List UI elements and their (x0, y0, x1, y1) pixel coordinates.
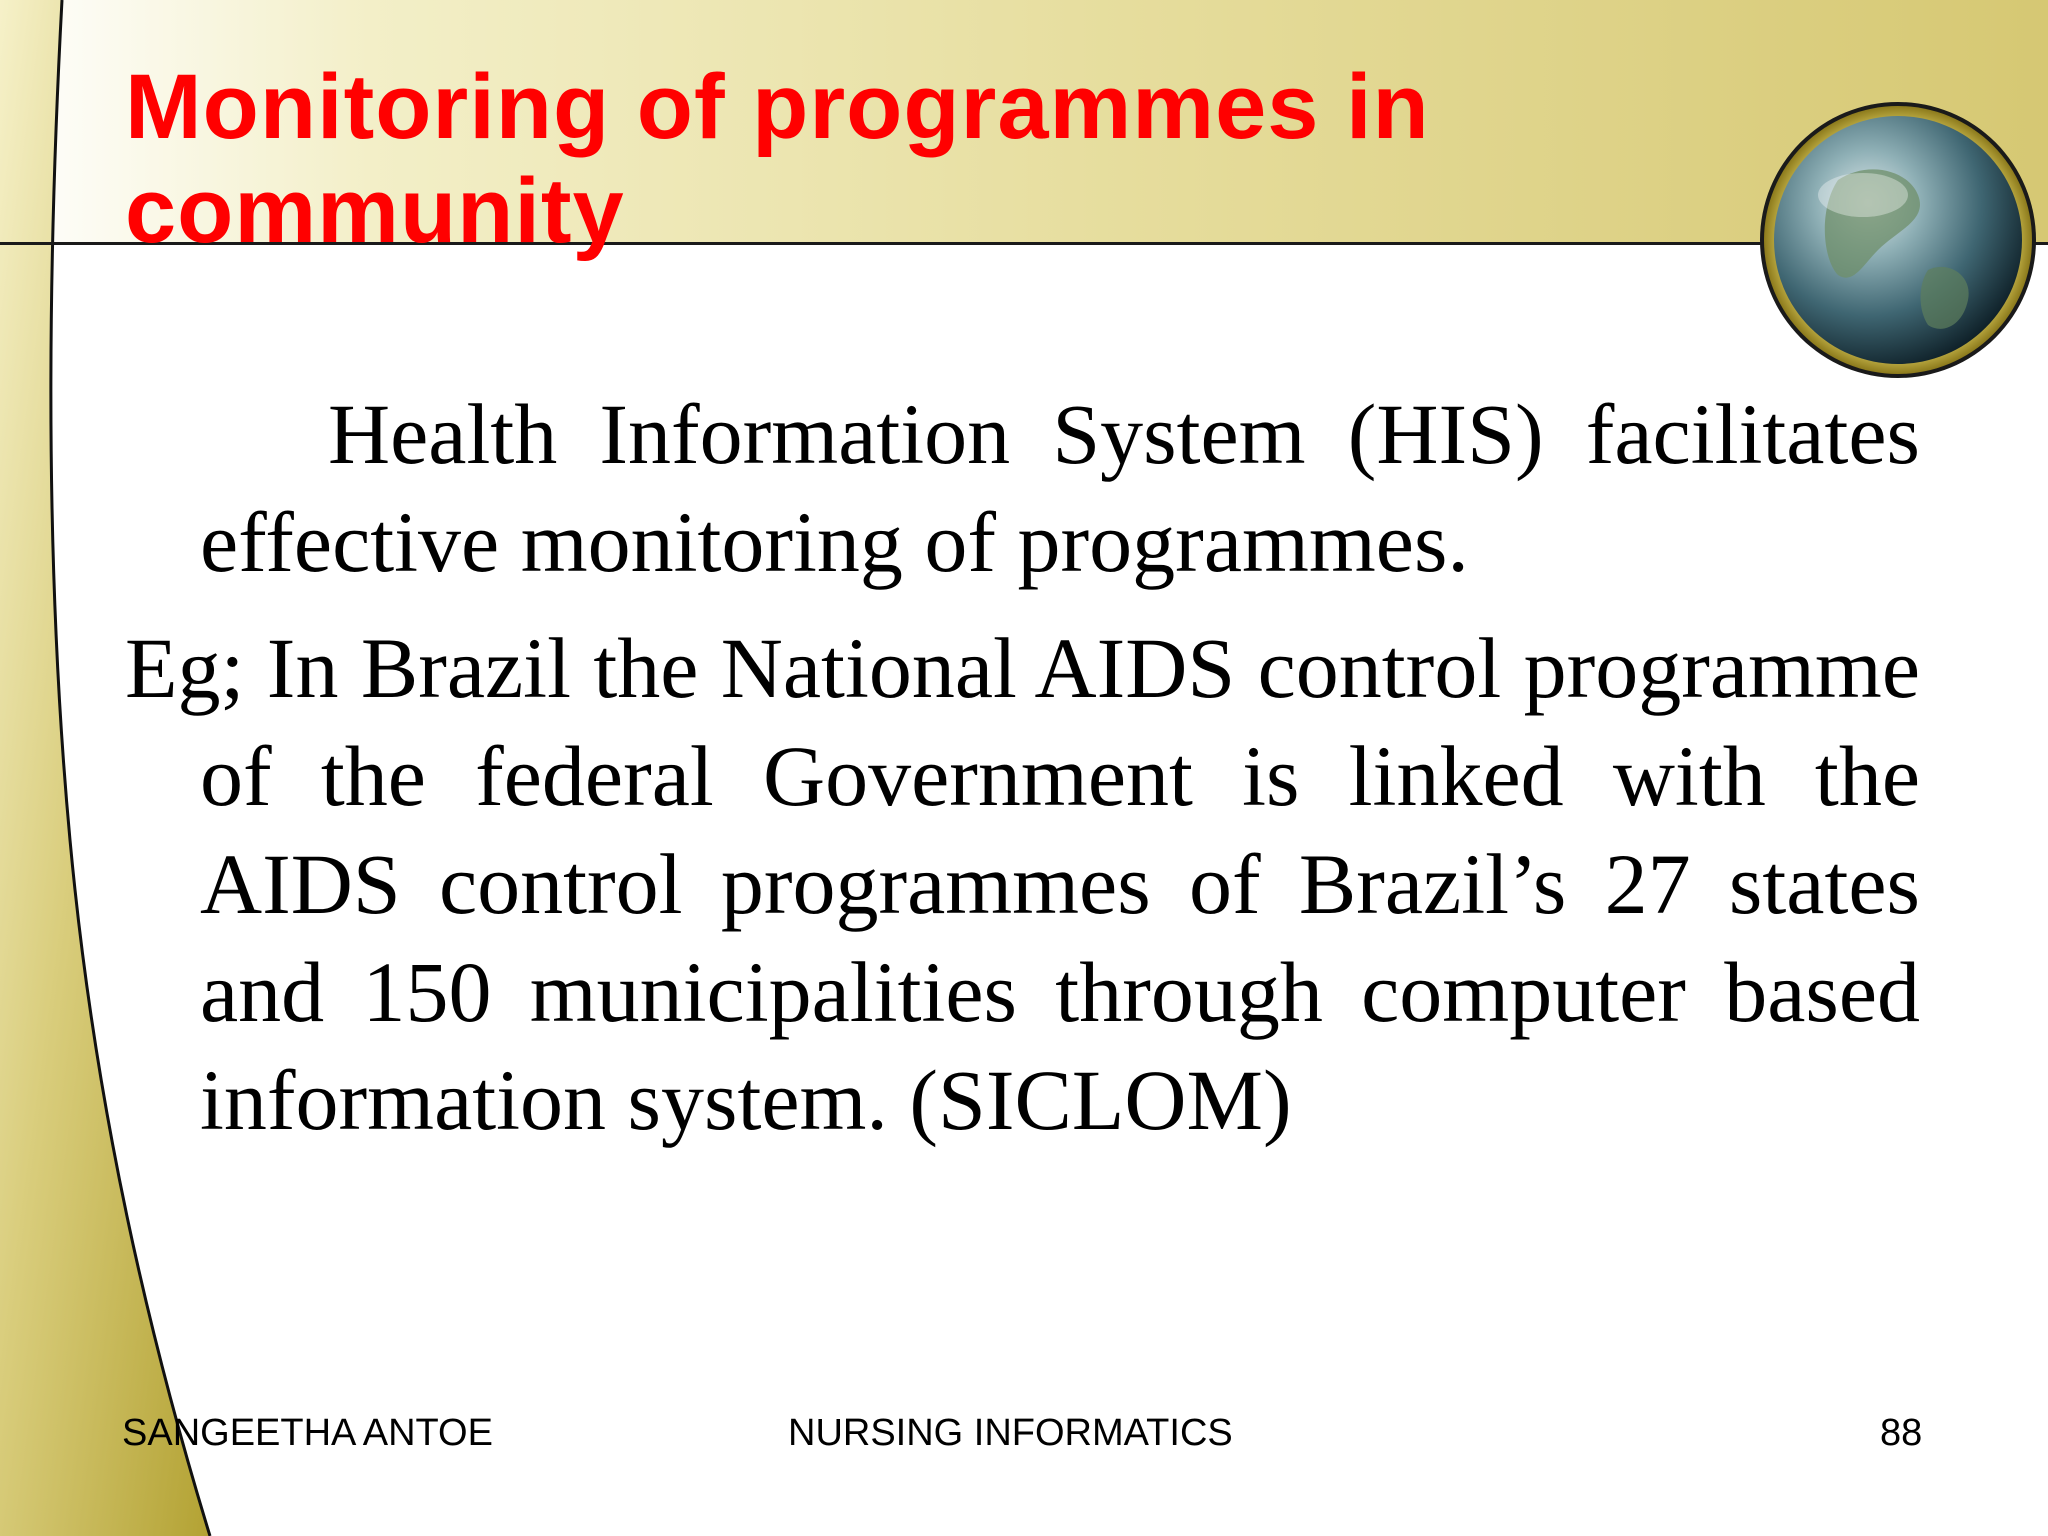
globe-icon (1758, 100, 2038, 380)
body-paragraph-example: Eg; In Brazil the National AIDS control programme of the federal Government is linked with the AIDS control programmes of Brazil’s 27 states and 150 municipalities through computer based information system. (SICLOM) (125, 620, 1920, 1148)
body-paragraph-his: Health Information System (HIS) facilitates effective monitoring of programmes. (200, 386, 1920, 590)
slide-body (125, 380, 1920, 1172)
slide-title: Monitoring of programmes in community (125, 56, 1430, 262)
footer-course: NURSING INFORMATICS (788, 1412, 1233, 1454)
footer-page-number: 88 (1880, 1412, 1923, 1454)
footer-author: SANGEETHA ANTOE (122, 1412, 493, 1454)
